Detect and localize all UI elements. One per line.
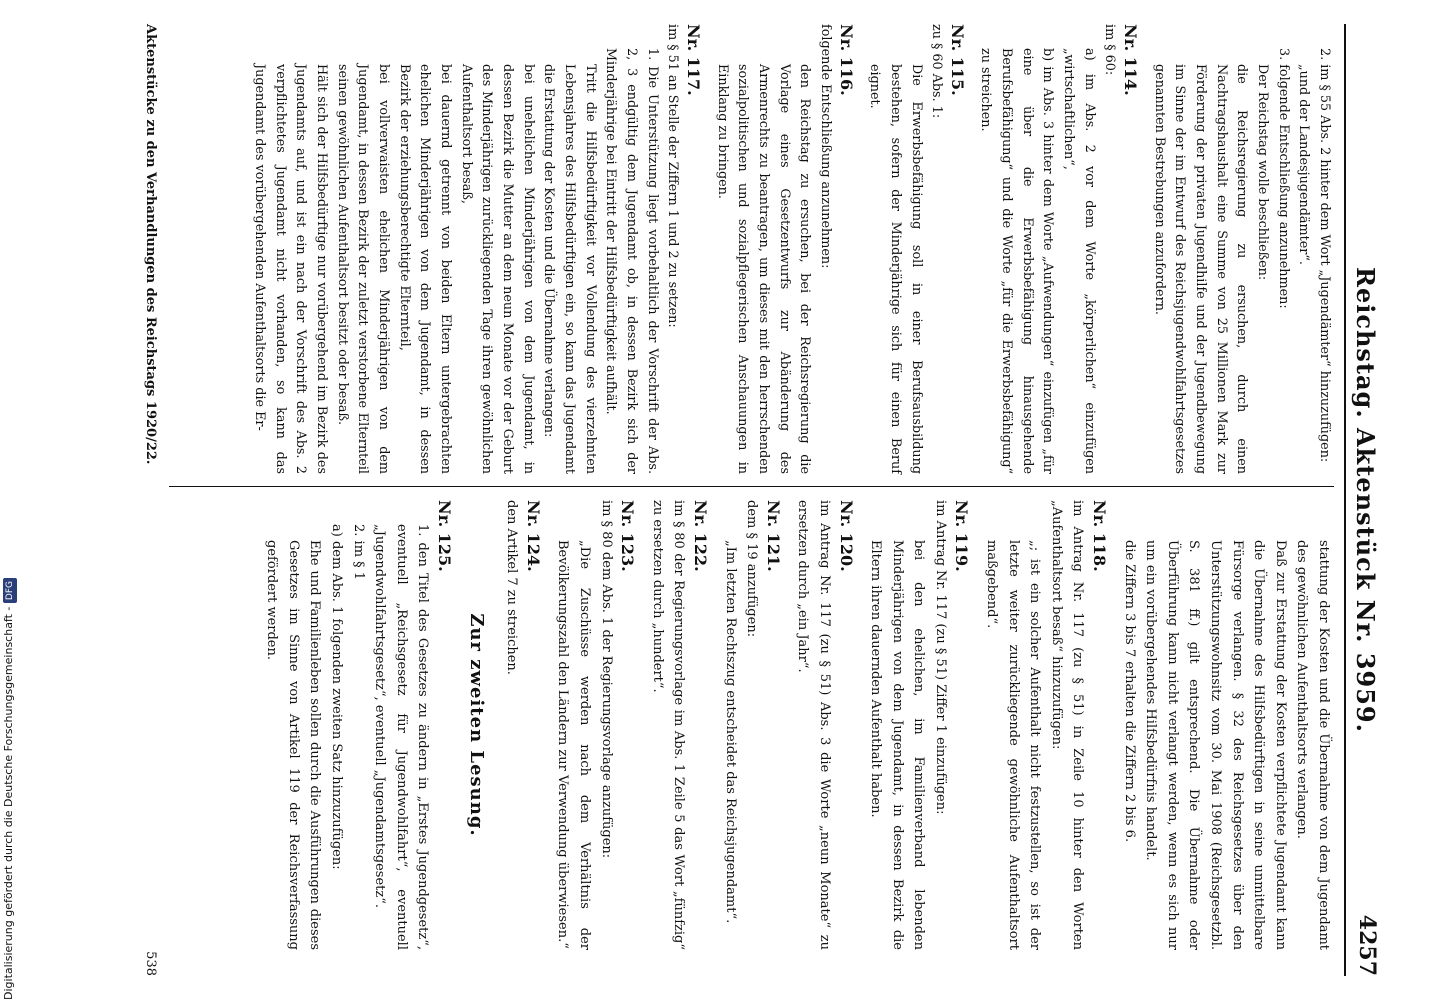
paragraph: bei den ehelichen, im Familienverband lebenden Minderjährigen von dem Jugendamt, in dessen Bezirk die Eltern ihren dauernden Aufenthalt haben. [868, 540, 927, 950]
paragraph: im § 60: [1102, 24, 1118, 76]
motion-number: Nr. 122. [690, 500, 710, 572]
paragraph: zu § 60 Abs. 1: [929, 24, 945, 119]
paragraph: „Die Zuschüsse werden nach dem Verhältnis der Bevölkerungszahl den Ländern zur Verwendung überwiesen.“ [555, 540, 592, 950]
paragraph: im Antrag Nr. 117 (zu § 51) Abs. 3 die Worte „neun Monate“ zu ersetzen durch „ein Jahr“. [795, 500, 832, 950]
paragraph: Hält sich der Hilfsbedürftige nur vorübergehend im Bezirk des Jugendamts auf, und ist ein nach der Vorschrift des Abs. 2 verpflichtetes Jugendamt nicht vorhanden, so kann das Jugendamt des vorübergehenden Aufenthaltsorts die Er- [252, 64, 330, 474]
list-item: b) im Abs. 3 hinter dem Worte „Aufwendungen“ einzufügen „für eine über die Erwerbsbefähigung hinausgehende Berufsbefähigung“ und die Worte „für die Erwerbsbefähigung“ zu streichen. [978, 48, 1056, 474]
paragraph: die Reichsregierung zu ersuchen, durch einen Nachtragshaushalt eine Summe von 25 Millionen Mark zur Förderung der privaten Jugendhilfe und der Jugendbewegung im Sinne der im Entwurf des Reichsjugendwohlfahrtsgesetzes genannten Bestrebungen anzufordern. [1151, 64, 1250, 474]
paragraph: „; ist ein solcher Aufenthalt nicht festzustellen, so ist der letzte weiter zurückliegende gewöhnliche Aufenthaltsort maßgebend“. [984, 540, 1043, 950]
paragraph: im Antrag Nr. 117 (zu § 51) in Zeile 10 hinter den Worten „Aufenthaltsort besaß“ hinzuzufügen: [1048, 500, 1086, 950]
paragraph: „Im letzten Rechtszug entscheidet das Reichsjugendamt“. [722, 540, 738, 924]
paragraph: bei unehelichen Minderjährigen von dem Jugendamt, in dessen Bezirk die Mutter an dem neun Monate vor der Geburt des Minderjährigen zurückliegenden Tage ihren gewöhnlichen Aufenthaltsort besaß, [458, 64, 536, 474]
motion-number: Nr. 118. [1090, 500, 1110, 572]
document-page [86, 24, 1386, 976]
right-column [169, 500, 1334, 950]
paragraph: bei dauernd getrennt von beiden Eltern untergebrachten ehelichen Minderjährigen von dem Jugendamt, in dessen Bezirk der erziehungsberechtigte Elternteil, [396, 64, 454, 474]
motion-number: Nr. 116. [836, 24, 856, 96]
dfg-logo: DFG [3, 578, 17, 603]
left-column [169, 24, 1334, 474]
paragraph: den Artikel 7 zu streichen. [504, 500, 520, 675]
paragraph: die Ziffern 3 bis 7 erhalten die Ziffern 2 bis 6. [1121, 540, 1137, 843]
paragraph: Daß zur Erstattung der Kosten verpflichtete Jugendamt kann die Übernahme des Hilfsbedürftigen in seine unmittelbare Fürsorge verlangen. § 32 des Reichsgesetzes über den Unterstützungswohnsitz vom 30. Mai 1908 (Reichsgesetzbl. S. 381 ff.) gilt entsprechend. Die Übernahme oder Überführung kann nicht verlangt werden, wenn es sich nur um ein vorübergehendes Hilfsbedürfnis handelt. [1143, 540, 1288, 950]
footer-text: Aktenstücke zu den Verhandlungen des Reichstags 1920/22. [143, 24, 158, 465]
paragraph: im § 80 dem Abs. 1 der Regierungsvorlage anzufügen: [598, 500, 614, 859]
section-heading: Zur zweiten Lesung. [465, 613, 487, 837]
list-item: 1. Die Unterstützung liegt vorbehaltlich der Vorschrift der Abs. 2, 3 endgültig dem Jugendamt ob, in dessen Bezirk sich der Minderjährige bei Eintritt der Hilfsbedürftigkeit aufhält. [603, 48, 660, 474]
list-item: 2. im § 55 Abs. 2 hinter dem Wort „Jugendämter“ hinzuzufügen: [1317, 48, 1332, 463]
list-item: a) dem Abs. 1 folgenden zweiten Satz hinzuzufügen: [329, 524, 345, 870]
motion-number: Nr. 124. [523, 500, 543, 572]
motion-number: Nr. 120. [836, 500, 856, 572]
list-item: a) im Abs. 2 vor dem Worte „körperlichen“ einzufügen „wirtschaftlichen“, [1061, 48, 1097, 474]
list-item: 3. folgende Entschließung anzunehmen: [1275, 48, 1291, 309]
motion-number: Nr. 121. [763, 500, 783, 572]
list-item: 1. den Titel des Gesetzes zu ändern in „Erstes Jugendgesetz“, eventuell „Reichsgesetz für Jugendwohlfahrt“, eventuell „Jugendwohlfahrtsgesetz“, eventuell „Jugendamtsgesetz“. [372, 524, 431, 950]
page-title: Reichstag. Aktenstück Nr. 3959. [1351, 267, 1380, 733]
column-divider [169, 486, 1334, 487]
motion-number: Nr. 125. [435, 500, 455, 572]
sheet-number: 538 [143, 951, 158, 976]
paragraph: stattung der Kosten und die Übernahme von dem Jugendamt des gewöhnlichen Aufenthaltsorts verlangen. [1294, 540, 1331, 950]
page-footer [143, 24, 158, 976]
quoted-text: „und der Landesjugendämter“. [1296, 64, 1312, 265]
digitization-note [2, 0, 16, 1000]
paragraph: Ehe und Familienleben sollen durch die Ausführungen dieses Gesetzes im Sinne von Artikel 119 der Reichsverfassung gefördert werden. [264, 540, 323, 950]
list-item: 2. im § 1 [350, 524, 366, 581]
paragraph: den Reichstag zu ersuchen, bei der Reichsregierung die Vorlage eines Gesetzentwurfs zur Abänderung des Armenrechts zu beantragen, um dieses mit den herrschenden sozialpolitischen und sozialpflegerischen Anschauungen in Einklang zu bringen. [714, 64, 813, 474]
note-text: Digitalisierung gefördert durch die Deutsche Forschungsgemeinschaft - [2, 606, 15, 1000]
motion-number: Nr. 123. [618, 500, 638, 572]
motion-number: Nr. 117. [683, 24, 703, 96]
paragraph: im Antrag Nr. 117 (zu § 51) Ziffer 1 einzufügen: [932, 500, 948, 815]
paragraph: folgende Entschließung anzunehmen: [817, 24, 833, 269]
paragraph: Tritt die Hilfsbedürftigkeit vor Vollendung des vierzehnten Lebensjahres des Hilfsbedürftigen ein, so kann das Jugendamt die Erstattung der Kosten und die Übernahme verlangen: [541, 64, 598, 474]
paragraph: im § 51 an Stelle der Ziffern 1 und 2 zu setzen: [665, 24, 681, 328]
motion-number: Nr. 114. [1121, 24, 1141, 96]
page-header [1344, 24, 1386, 976]
page-number: 4257 [1354, 914, 1380, 976]
paragraph: dem § 19 anzufügen: [744, 500, 760, 638]
paragraph: bei vollverwaisten ehelichen Minderjährigen von dem Jugendamt, in dessen Bezirk der zuletzt verstorbene Elternteil seinen gewöhnlichen Aufenthaltsort besitzt oder besaß. [334, 64, 392, 474]
paragraph: Die Erwerbsbefähigung soll in einer Berufsausbildung bestehen, sofern der Minderjährige sich für einen Beruf eignet. [867, 64, 924, 474]
quoted-text: Der Reichstag wolle beschließen: [1255, 64, 1271, 281]
motion-number: Nr. 119. [952, 500, 972, 572]
motion-number: Nr. 115. [947, 24, 967, 96]
paragraph: im § 80 der Regierungsvorlage im Abs. 1 Zeile 5 das Wort „fünfzig“ zu ersetzen durch „hundert“. [649, 500, 687, 950]
